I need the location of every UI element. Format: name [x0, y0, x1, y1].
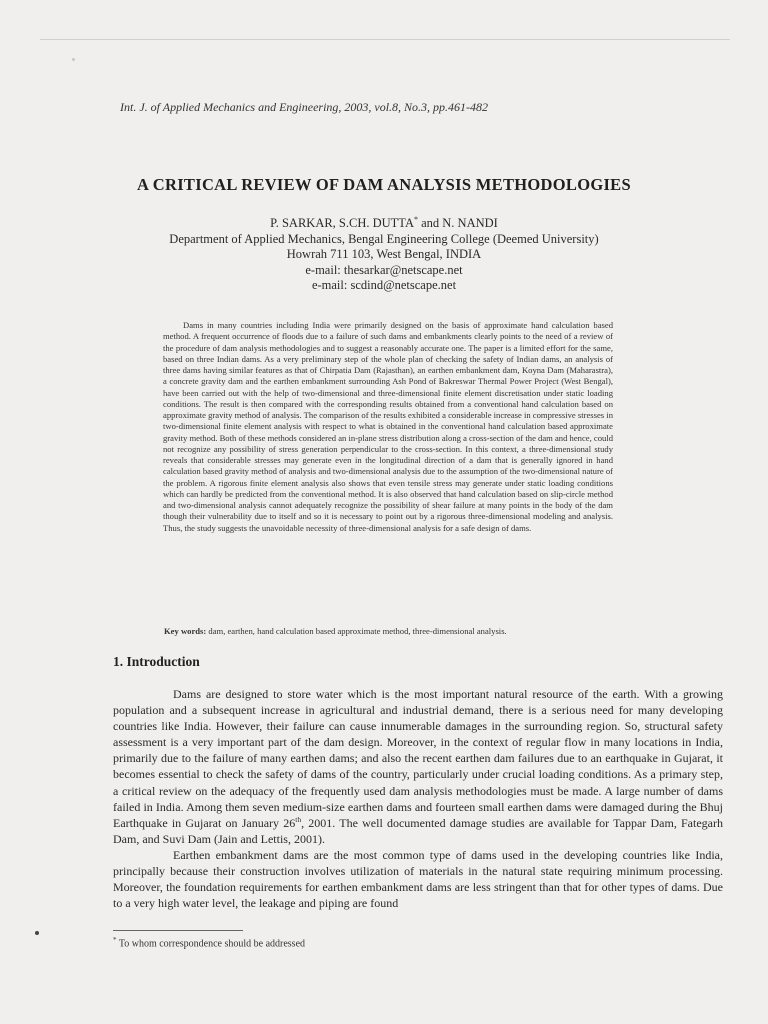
journal-reference: Int. J. of Applied Mechanics and Engineering, 2003, vol.8, No.3, pp.461-482 — [120, 100, 489, 114]
footnote — [113, 936, 305, 949]
keywords — [164, 626, 624, 636]
address: Howrah 711 103, West Bengal, INDIA — [286, 247, 482, 262]
paragraph-text: , 2001. The well documented damage studies are available for Tappar Dam, Fategarh Dam, and Suvi Dam (Jain and Lettis, 2001). — [113, 815, 723, 846]
margin-mark — [35, 931, 39, 935]
correspondence-mark: * — [413, 215, 418, 224]
keywords-text: dam, earthen, hand calculation based approximate method, three-dimensional analysis. — [206, 626, 507, 636]
keywords-label: Key words: — [164, 626, 207, 636]
section-heading-introduction: 1. Introduction — [113, 654, 200, 669]
paragraph: Earthen embankment dams are the most common type of dams used in the developing countries like India, principally because their construction involves utilization of materials in the natural state requiring minimum processing. Moreover, the foundation requirements for earthen embankment dams are less stringent than that for other types of dams. Due to a very high water level, the leakage and piping are found — [113, 847, 723, 911]
email-1: e-mail: thesarkar@netscape.net — [305, 262, 463, 277]
paper-title: A CRITICAL REVIEW OF DAM ANALYSIS METHODOLOGIES — [137, 175, 631, 194]
footnote-mark: * — [113, 936, 117, 944]
scan-artifact-line — [40, 39, 730, 40]
author-block — [100, 212, 668, 294]
introduction-body — [113, 686, 723, 911]
authors-rest: and N. NANDI — [417, 216, 498, 231]
email-2: e-mail: scdind@netscape.net — [311, 278, 457, 293]
footnote-divider — [113, 930, 243, 931]
abstract: Dams in many countries including India were primarily designed on the basis of approximate hand calculation based method. A frequent occurrence of floods due to a failure of such dams and embankments clearly points to the need of a review of the procedure of dam analysis methodologies and to suggest a reasonably accurate one. The paper is a limited effort for the same, based on three Indian dams. As a very preliminary step of the whole plan of checking the safety of Indian dams, an analysis of three dams having similar features as that of Chirpatia Dam (Rajasthan), an earthen embankment dam, Koyna Dam (Maharastra), a concrete gravity dam and the earthen embankment surrounding Ash Pond of Bakreswar Thermal Power Project (West Bengal), have been carried out with the help of two-dimensional and three-dimensional finite element discretisation under static loading conditions. The result is then compared with the corresponding results obtained from a conventional hand calculation based on approximate gravity method of analysis. The comparison of the results exhibited a considerable increase in compressive stresses in two-dimensional finite element analysis with respect to what is obtained in the conventional hand calculation based approximate gravity method. Both of these methods considered an in-plane stress distribution along a cross-section of the dam and hence, could not recognize any possibility of stress generation perpendicular to the cross-section. In this context, a three-dimensional study reveals that considerable stresses may generate even in the longitudinal direction of a dam that is generally ignored in hand calculation based gravity method of analysis and two-dimensional analysis due to the assumption of the two-dimensional nature of the problem. A rigorous finite element analysis also shows that even tensile stress may generate under static loading conditions which can hardly be predicted from the conventional method. It is also observed that hand calculation based on slip-circle method and two-dimensional analysis cannot adequately recognize the possibility of shear failure at many points in the body of the dam though their vulnerability due to itself and so it is necessary to point out by a rigorous three-dimensional modeling and analysis. Thus, the study suggests the unavoidable necessity of three-dimensional analysis for a safe design of dams. — [163, 320, 613, 533]
scan-speck — [72, 58, 75, 61]
ordinal-suffix: th — [295, 814, 302, 824]
paragraph — [113, 686, 723, 847]
affiliation: Department of Applied Mechanics, Bengal Engineering College (Deemed University) — [169, 231, 599, 246]
footnote-text: To whom correspondence should be addressed — [116, 938, 306, 950]
paragraph-text: Dams are designed to store water which is the most important natural resource of the earth. With a growing population and a subsequent increase in agricultural and industrial demand, there is a serious need for many developing countries like India. However, their failure can cause innumerable damages in the surrounding region. So, structural safety assessment is a very important part of the dam design. Moreover, in the context of regular flow in many locations in India, primarily due to the failure of many earthen dams; and also the recent earthen dam failures due to an earthquake in Gujarat, it becomes essential to check the safety of dams of the country, particularly under crucial loading conditions. As a primary step, a critical review on the adequacy of the frequently used dam analysis methodologies must be made. A large number of dams failed in India. Among them seven medium-size earthen dams and fourteen small earthen dams were damaged during the Bhuj Earthquake in Gujarat on January 26 — [113, 687, 723, 830]
author-names — [100, 212, 668, 232]
authors-first: P. SARKAR, S.CH. DUTTA — [270, 216, 414, 231]
